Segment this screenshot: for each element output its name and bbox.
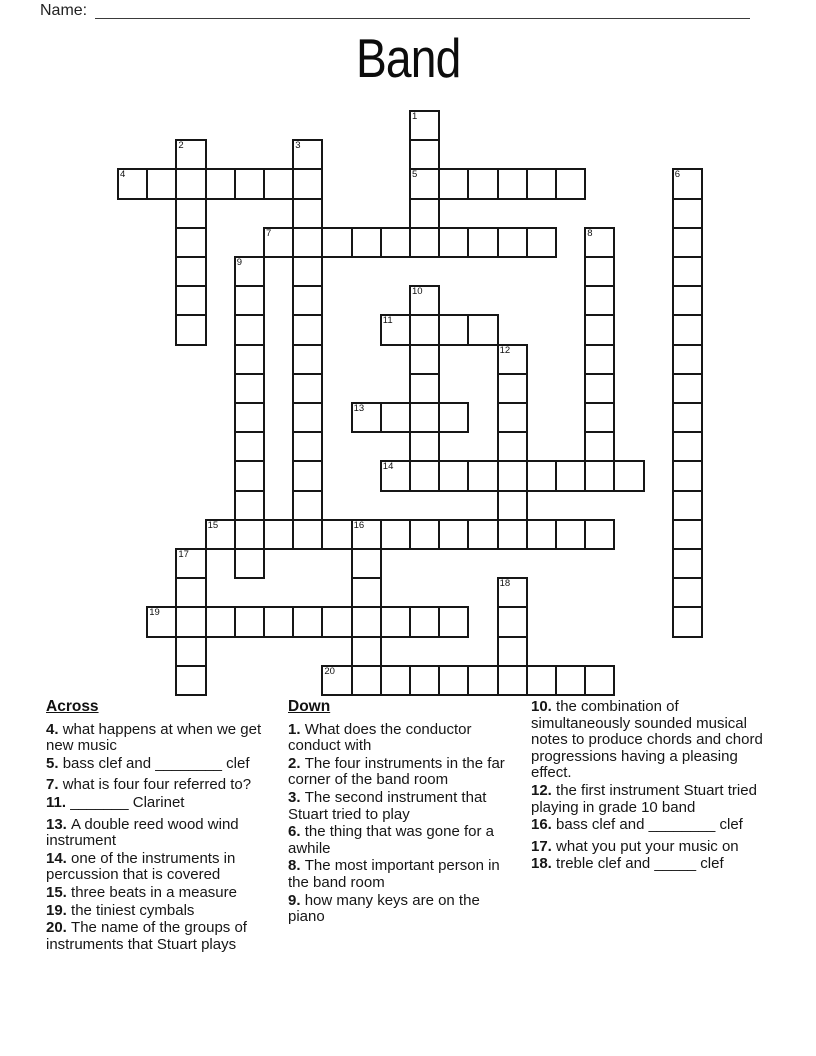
grid-cell[interactable]	[409, 665, 440, 696]
grid-cell[interactable]	[321, 665, 352, 696]
clue-number: 3.	[288, 788, 305, 806]
grid-cell[interactable]	[205, 519, 236, 550]
clue-number: 14.	[46, 849, 72, 867]
cell-number: 19	[149, 607, 160, 619]
grid-cell[interactable]	[175, 198, 206, 229]
cell-number: 1	[412, 111, 418, 122]
grid-cell[interactable]	[321, 519, 352, 550]
grid-cell[interactable]	[672, 227, 703, 258]
across-clues-list	[46, 722, 264, 954]
clue-5: 5. bass clef and ________ clef	[46, 754, 250, 772]
grid-cell[interactable]	[467, 460, 498, 491]
grid-cell[interactable]	[409, 110, 440, 141]
cell-number: 20	[324, 665, 335, 677]
clue-16: 16. bass clef and ________ clef	[531, 816, 743, 834]
grid-cell[interactable]	[672, 577, 703, 608]
clue-19: 19. the tiniest cymbals	[46, 901, 195, 919]
grid-cell[interactable]	[351, 665, 382, 696]
grid-cell[interactable]	[409, 168, 440, 199]
grid-cell[interactable]	[438, 665, 469, 696]
clue-number: 5.	[46, 754, 63, 772]
cell-number: 8	[587, 227, 593, 239]
grid-cell[interactable]	[584, 460, 615, 491]
clue-4: 4. what happens at when we get new music	[46, 720, 262, 755]
grid-cell[interactable]	[292, 460, 323, 491]
clue-12: 12. the first instrument Stuart tried playing in grade 10 band	[531, 781, 757, 816]
cell-number: 15	[207, 519, 219, 531]
down-clues-list	[288, 722, 518, 926]
clue-number: 2.	[288, 754, 305, 772]
grid-cell[interactable]	[205, 606, 236, 637]
grid-cell[interactable]	[351, 402, 382, 433]
grid-cell[interactable]	[380, 314, 411, 345]
grid-cell[interactable]	[292, 256, 323, 287]
grid-cell[interactable]	[351, 519, 382, 550]
grid-cell[interactable]	[672, 344, 703, 375]
grid-cell[interactable]	[584, 285, 615, 316]
crossword-grid	[117, 110, 705, 698]
grid-cell[interactable]	[292, 490, 323, 521]
grid-cell[interactable]	[672, 168, 703, 199]
down-heading: Down	[288, 698, 331, 715]
grid-cell[interactable]	[584, 256, 615, 287]
grid-cell[interactable]	[438, 402, 469, 433]
grid-cell[interactable]	[292, 314, 323, 345]
cell-number: 13	[353, 403, 365, 414]
grid-cell[interactable]	[409, 314, 440, 345]
grid-cell[interactable]	[234, 344, 265, 375]
clue-number: 15.	[46, 883, 72, 901]
cell-number: 7	[266, 227, 272, 239]
grid-cell[interactable]	[584, 227, 615, 258]
grid-cell[interactable]	[672, 373, 703, 404]
cell-number: 12	[499, 344, 511, 356]
grid-cell[interactable]	[292, 227, 323, 258]
grid-cell[interactable]	[497, 519, 528, 550]
grid-cell[interactable]	[672, 198, 703, 229]
cell-number: 10	[412, 286, 423, 298]
grid-cell[interactable]	[292, 198, 323, 229]
grid-cell[interactable]	[584, 402, 615, 433]
page-title: Band	[355, 27, 461, 89]
grid-cell[interactable]	[526, 168, 557, 199]
grid-cell[interactable]	[146, 606, 177, 637]
cell-number: 17	[178, 549, 189, 560]
grid-cell[interactable]	[351, 227, 382, 258]
grid-cell[interactable]	[672, 490, 703, 521]
grid-cell[interactable]	[672, 519, 703, 550]
grid-cell[interactable]	[205, 168, 236, 199]
grid-cell[interactable]	[672, 402, 703, 433]
grid-cell[interactable]	[526, 665, 557, 696]
grid-cell[interactable]	[497, 460, 528, 491]
grid-cell[interactable]	[584, 519, 615, 550]
clue-number: 8.	[288, 857, 305, 875]
grid-cell[interactable]	[467, 314, 498, 345]
grid-cell[interactable]	[234, 431, 265, 462]
grid-cell[interactable]	[584, 431, 615, 462]
grid-cell[interactable]	[497, 606, 528, 637]
grid-cell[interactable]	[438, 519, 469, 550]
grid-cell[interactable]	[380, 402, 411, 433]
title-wrap	[0, 27, 816, 89]
clue-number: 19.	[46, 901, 72, 919]
grid-cell[interactable]	[380, 460, 411, 491]
clue-number: 7.	[46, 776, 63, 794]
clue-7: 7. what is four four referred to?	[46, 776, 252, 794]
grid-cell[interactable]	[175, 285, 206, 316]
grid-cell[interactable]	[234, 402, 265, 433]
grid-cell[interactable]	[409, 431, 440, 462]
down-clues-column	[288, 699, 518, 927]
cell-number: 3	[295, 140, 301, 152]
clue-17: 17. what you put your music on	[531, 837, 739, 855]
grid-cell[interactable]	[438, 314, 469, 345]
grid-cell[interactable]	[672, 606, 703, 637]
grid-cell[interactable]	[438, 168, 469, 199]
grid-cell[interactable]	[555, 665, 586, 696]
grid-cell[interactable]	[409, 402, 440, 433]
clue-3: 3. The second instrument that Stuart tried to play	[288, 788, 487, 823]
grid-cell[interactable]	[380, 519, 411, 550]
grid-cell[interactable]	[555, 519, 586, 550]
grid-cell[interactable]	[175, 139, 206, 170]
grid-cell[interactable]	[175, 636, 206, 667]
clue-number: 16.	[531, 816, 557, 834]
grid-cell[interactable]	[467, 519, 498, 550]
grid-cell[interactable]	[672, 314, 703, 345]
clue-8: 8. The most important person in the band room	[288, 857, 500, 891]
grid-cell[interactable]	[672, 431, 703, 462]
grid-cell[interactable]	[467, 168, 498, 199]
clue-10: 10. the combination of simultaneously sounded musical notes to produce chords and chord progressions having a pleasing effect.	[531, 698, 763, 782]
grid-cell[interactable]	[467, 665, 498, 696]
grid-cell[interactable]	[613, 460, 644, 491]
grid-cell[interactable]	[497, 431, 528, 462]
grid-cell[interactable]	[497, 168, 528, 199]
grid-cell[interactable]	[380, 606, 411, 637]
grid-cell[interactable]	[497, 577, 528, 608]
grid-cell[interactable]	[497, 402, 528, 433]
grid-cell[interactable]	[438, 460, 469, 491]
grid-cell[interactable]	[497, 227, 528, 258]
grid-cell[interactable]	[526, 460, 557, 491]
across-clues-column	[46, 699, 264, 954]
grid-cell[interactable]	[584, 373, 615, 404]
grid-cell[interactable]	[351, 548, 382, 579]
cell-number: 9	[236, 257, 243, 268]
grid-cell[interactable]	[263, 606, 294, 637]
grid-cell[interactable]	[175, 314, 206, 345]
grid-cell[interactable]	[146, 168, 177, 199]
grid-cell[interactable]	[672, 548, 703, 579]
cell-number: 11	[382, 315, 393, 327]
clue-number: 12.	[531, 781, 557, 799]
grid-cell[interactable]	[292, 344, 323, 375]
clue-number: 11.	[46, 793, 71, 811]
grid-cell[interactable]	[409, 198, 440, 229]
grid-cell[interactable]	[409, 139, 440, 170]
grid-cell[interactable]	[321, 606, 352, 637]
grid-cell[interactable]	[175, 577, 206, 608]
clue-number: 17.	[531, 837, 557, 855]
grid-cell[interactable]	[234, 256, 265, 287]
grid-cell[interactable]	[263, 519, 294, 550]
grid-cell[interactable]	[526, 519, 557, 550]
across-heading: Across	[46, 698, 99, 715]
grid-cell[interactable]	[409, 460, 440, 491]
name-label: Name:	[40, 2, 88, 19]
grid-cell[interactable]	[438, 606, 469, 637]
grid-cell[interactable]	[292, 139, 323, 170]
grid-cell[interactable]	[409, 227, 440, 258]
clue-14: 14. one of the instruments in percussion that is covered	[46, 849, 236, 884]
grid-cell[interactable]	[497, 636, 528, 667]
grid-cell[interactable]	[175, 606, 206, 637]
grid-cell[interactable]	[555, 168, 586, 199]
grid-cell[interactable]	[584, 314, 615, 345]
grid-cell[interactable]	[263, 227, 294, 258]
grid-cell[interactable]	[672, 285, 703, 316]
grid-cell[interactable]	[292, 519, 323, 550]
grid-cell[interactable]	[409, 373, 440, 404]
grid-cell[interactable]	[292, 373, 323, 404]
name-row	[40, 2, 750, 19]
grid-cell[interactable]	[409, 344, 440, 375]
grid-cell[interactable]	[584, 665, 615, 696]
grid-cell[interactable]	[351, 606, 382, 637]
clue-18: 18. treble clef and _____ clef	[531, 855, 724, 873]
grid-cell[interactable]	[292, 168, 323, 199]
clue-number: 20.	[46, 919, 72, 937]
grid-cell[interactable]	[467, 227, 498, 258]
grid-cell[interactable]	[409, 519, 440, 550]
grid-cell[interactable]	[234, 314, 265, 345]
grid-cell[interactable]	[672, 460, 703, 491]
grid-cell[interactable]	[584, 344, 615, 375]
grid-cell[interactable]	[672, 256, 703, 287]
grid-cell[interactable]	[292, 606, 323, 637]
cell-number: 4	[120, 169, 126, 181]
grid-cell[interactable]	[380, 665, 411, 696]
grid-cell[interactable]	[117, 168, 148, 199]
clue-2: 2. The four instruments in the far corner of the band room	[288, 754, 505, 789]
clue-number: 6.	[288, 823, 305, 841]
grid-cell[interactable]	[234, 460, 265, 491]
grid-cell[interactable]	[234, 490, 265, 521]
grid-cell[interactable]	[497, 344, 528, 375]
cell-number: 16	[353, 519, 365, 531]
grid-cell[interactable]	[292, 402, 323, 433]
grid-cell[interactable]	[409, 606, 440, 637]
grid-cell[interactable]	[497, 373, 528, 404]
clue-number: 4.	[46, 720, 63, 738]
grid-cell[interactable]	[555, 460, 586, 491]
grid-cell[interactable]	[234, 606, 265, 637]
grid-cell[interactable]	[351, 577, 382, 608]
name-fill-in-line[interactable]	[95, 3, 750, 19]
clue-1: 1. What does the conductor conduct with	[288, 720, 472, 755]
grid-cell[interactable]	[175, 665, 206, 696]
grid-cell[interactable]	[321, 227, 352, 258]
grid-cell[interactable]	[497, 665, 528, 696]
clue-20: 20. The name of the groups of instruments that Stuart plays	[46, 919, 247, 953]
grid-cell[interactable]	[175, 256, 206, 287]
cell-number: 18	[499, 578, 511, 590]
cell-number: 5	[412, 169, 418, 181]
down-clues-continued-list	[531, 699, 779, 873]
down-clues-continued-column	[531, 699, 779, 878]
clue-11: 11. _______ Clarinet	[46, 793, 185, 811]
grid-cell[interactable]	[175, 168, 206, 199]
cell-number: 2	[178, 140, 184, 152]
cell-number: 6	[674, 169, 681, 181]
clue-15: 15. three beats in a measure	[46, 883, 237, 901]
clue-number: 1.	[288, 720, 305, 738]
grid-cell[interactable]	[234, 168, 265, 199]
grid-cell[interactable]	[234, 519, 265, 550]
grid-cell[interactable]	[292, 285, 323, 316]
grid-cell[interactable]	[409, 285, 440, 316]
clue-number: 10.	[531, 698, 557, 715]
clue-number: 9.	[288, 891, 305, 909]
grid-cell[interactable]	[175, 227, 206, 258]
grid-cell[interactable]	[497, 490, 528, 521]
grid-cell[interactable]	[292, 431, 323, 462]
grid-cell[interactable]	[234, 373, 265, 404]
clue-6: 6. the thing that was gone for a awhile	[288, 823, 494, 857]
clue-13: 13. A double reed wood wind instrument	[46, 815, 239, 850]
grid-cell[interactable]	[263, 168, 294, 199]
cell-number: 14	[382, 461, 394, 473]
grid-cell[interactable]	[526, 227, 557, 258]
grid-cell[interactable]	[351, 636, 382, 667]
clue-9: 9. how many keys are on the piano	[288, 891, 480, 926]
grid-cell[interactable]	[380, 227, 411, 258]
grid-cell[interactable]	[234, 548, 265, 579]
grid-cell[interactable]	[175, 548, 206, 579]
clue-number: 18.	[531, 855, 557, 873]
grid-cell[interactable]	[234, 285, 265, 316]
grid-cell[interactable]	[438, 227, 469, 258]
clue-number: 13.	[46, 815, 72, 833]
